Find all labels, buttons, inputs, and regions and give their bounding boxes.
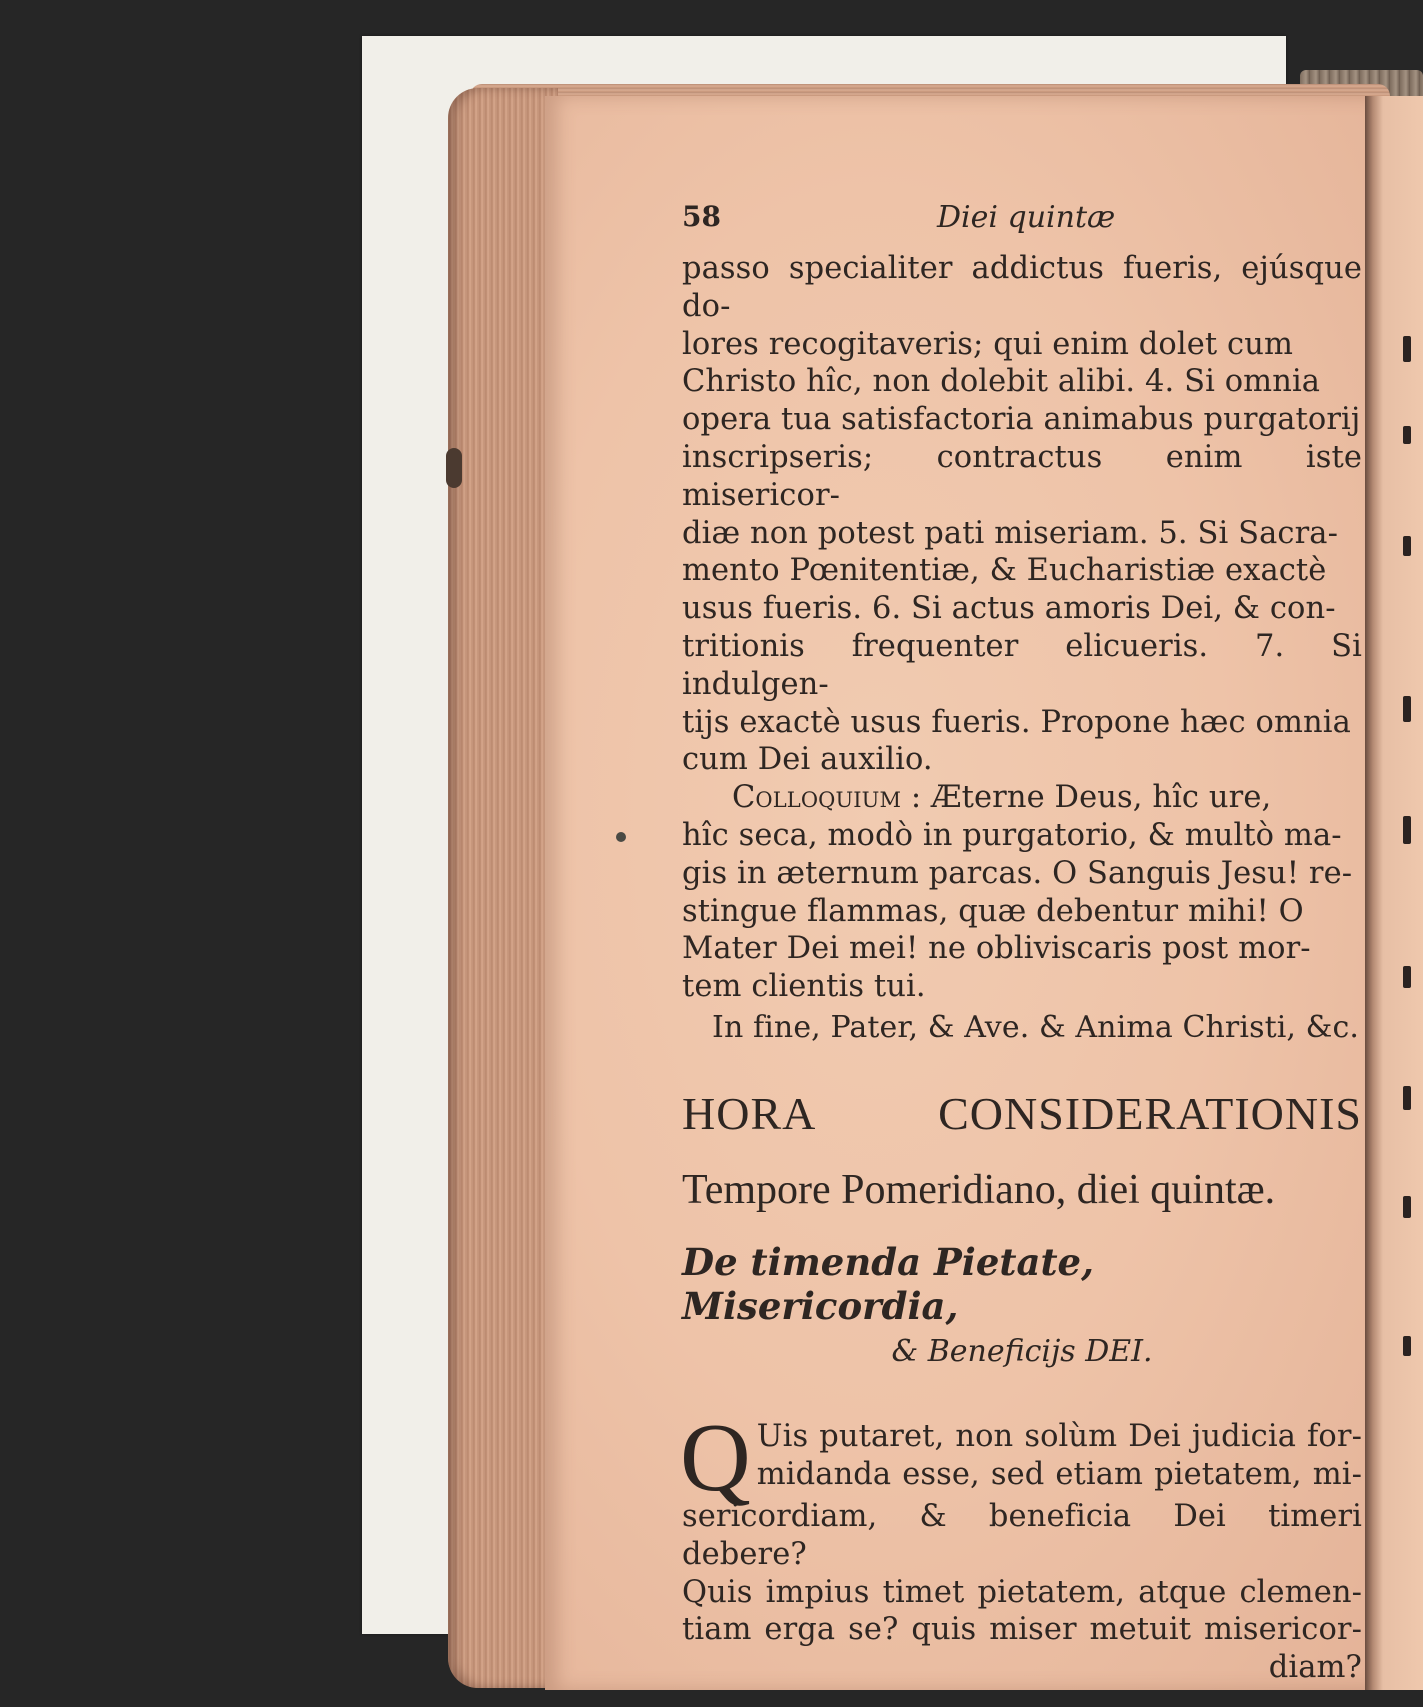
- page-header: [682, 200, 1362, 250]
- facing-text-fragment: [1403, 336, 1411, 362]
- colloquium-text: : Æterne Deus, hîc ure, hîc seca, modò in purgatorio, & multò ma- gis in æternum parcas. O Sanguis Jesu! re- stingue flammas, quæ debentur mihi! O Mater Dei mei! ne obliviscaris post mor- tem clientis tui.: [682, 780, 1353, 1005]
- facing-text-fragment: [1403, 816, 1411, 844]
- heading-subject: De timenda Pietate, Misericordia,: [682, 1239, 1094, 1328]
- paragraph-2-last-word: diam?: [1268, 1650, 1362, 1686]
- colloquium-paragraph: [682, 779, 1362, 1006]
- facing-text-fragment: [1403, 1336, 1411, 1356]
- facing-text-fragment: [1403, 426, 1411, 444]
- paragraph-1: passo specialiter addictus fueris, ejúsque do- lores recogitaveris; qui enim dolet cum Christo hîc, non dolebit alibi. 4. Si omnia opera tua satisfactoria animabus purgatorij inscripseris; contractus enim iste misericor- diæ non potest pati miseriam. 5. Si Sacra- mento Pœnitentiæ, & Eucharistiæ exactè usus fueris. 6. Si actus amoris Dei, & con- tritionis frequenter elicueris. 7. Si indulgen- tijs exactè usus fueris. Propone hæc omnia cum Dei auxilio.: [682, 251, 1362, 778]
- facing-text-fragment: [1403, 966, 1411, 988]
- section-heading: [682, 1088, 1362, 1140]
- facing-page-sliver: [1365, 96, 1423, 1690]
- heading-hora: HORA: [682, 1087, 817, 1139]
- paragraph-2-line-2: midanda esse, sed etiam pietatem, mi-: [756, 1456, 1362, 1492]
- page-number: 58: [682, 200, 721, 233]
- heading-subject-continued: & Beneficijs DEI.: [891, 1333, 1153, 1369]
- edge-stain: [446, 448, 462, 488]
- running-title: Diei quintæ: [937, 200, 1116, 235]
- drop-capital: Q: [680, 1403, 751, 1512]
- colloquium-label: Colloquium: [732, 780, 902, 816]
- facing-text-fragment: [1403, 536, 1411, 556]
- ink-spot: [616, 832, 626, 842]
- paragraph-2-body: sericordiam, & beneficia Dei timeri debere? Quis impius timet pietatem, atque clemen- tiam erga se? quis miser metuit misericor-: [682, 1498, 1362, 1648]
- facing-text-fragment: [1403, 1196, 1411, 1218]
- facing-text-fragment: [1403, 696, 1411, 722]
- heading-tempore: Tempore Pomeridiano, diei quintæ.: [682, 1166, 1276, 1213]
- heading-considerationis: CONSIDERATIONIS: [938, 1087, 1362, 1139]
- page-text: [682, 200, 1362, 1687]
- book-page-edges: [448, 88, 558, 1688]
- paragraph-2: [680, 1403, 1362, 1687]
- closing-prayers: In fine, Pater, & Ave. & Anima Christi, &c.: [712, 1009, 1360, 1045]
- paragraph-2-line-1: Uis putaret, non solùm Dei judicia for-: [756, 1418, 1362, 1454]
- facing-text-fragment: [1403, 1086, 1411, 1110]
